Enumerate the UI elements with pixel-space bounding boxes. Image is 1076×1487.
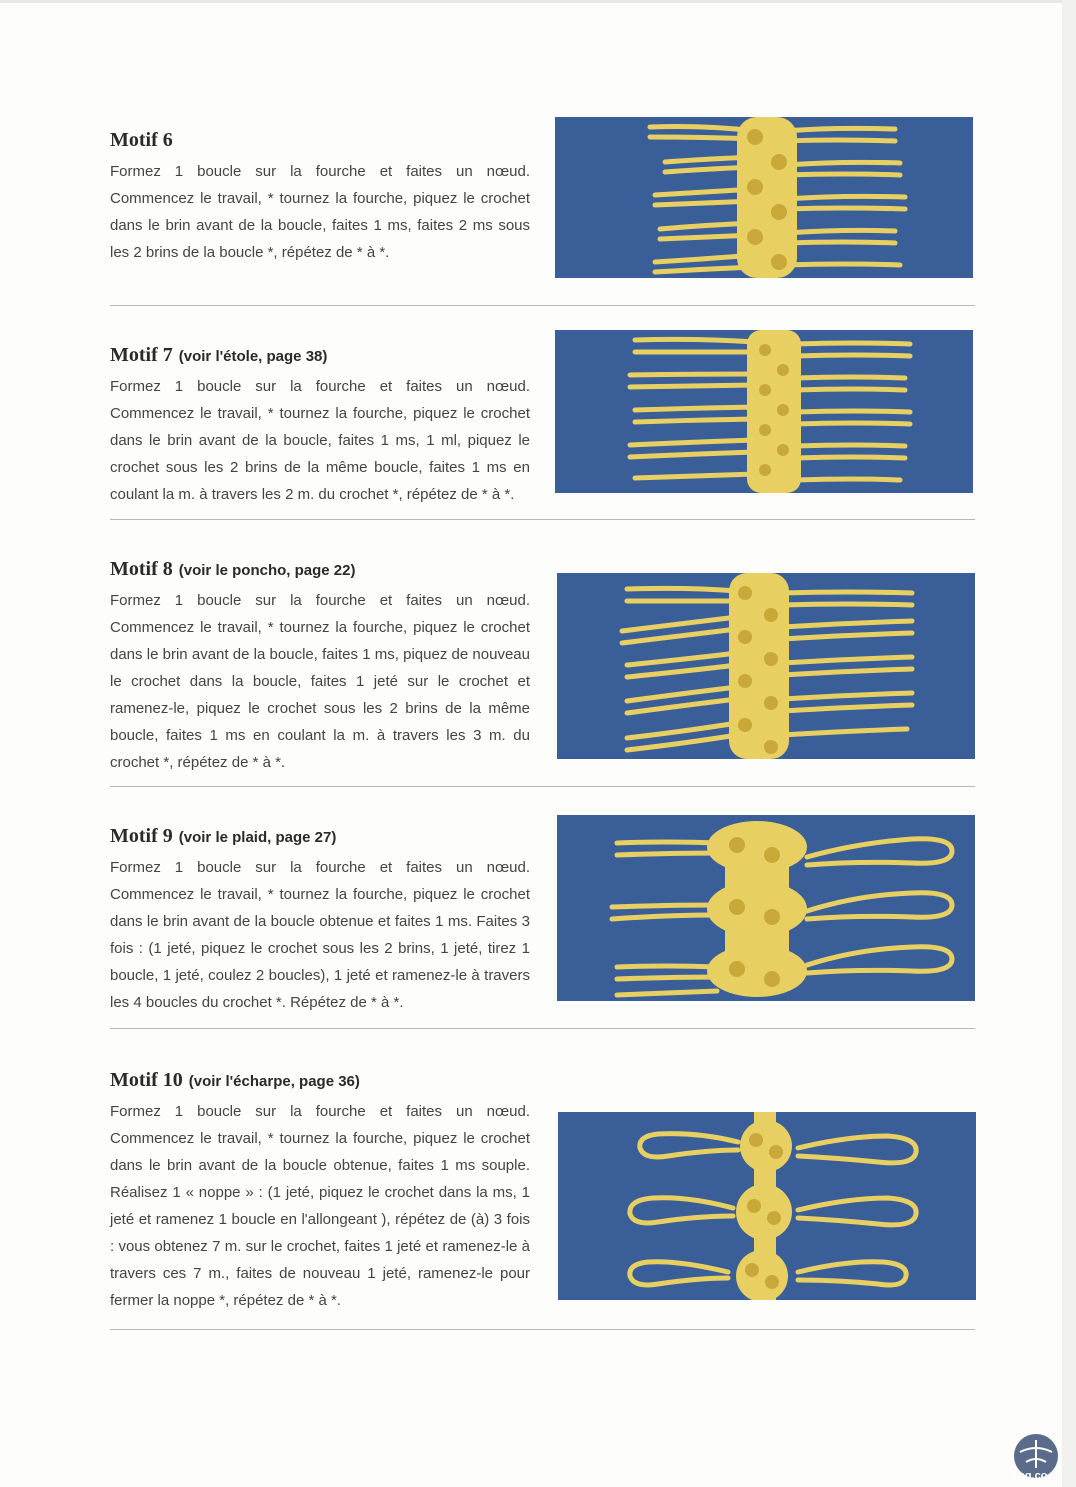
motif-6-instructions: Formez 1 boucle sur la fourche et faites un nœud. Commencez le travail, * tournez la fourche, piquez le crochet dans le brin avant de la boucle, faites 1 ms, faites 2 ms sous les 2 brins de la boucle *, répétez de * à *. xyxy=(110,163,530,261)
section-divider xyxy=(110,1028,975,1029)
motif-10-title: Motif 10 (voir l'écharpe, page 36) xyxy=(110,1069,360,1091)
motif-6-title: Motif 6 xyxy=(110,129,173,151)
motif-9-yarn-sample xyxy=(557,815,975,1001)
motif-8-title: Motif 8 (voir le poncho, page 22) xyxy=(110,558,356,580)
section-divider xyxy=(110,1329,975,1330)
motif-7-yarn-sample xyxy=(555,330,973,493)
motif-7-title: Motif 7 (voir l'étole, page 38) xyxy=(110,344,328,366)
section-divider xyxy=(110,519,975,520)
motif-10-text-block xyxy=(110,1068,530,1314)
motif-8-instructions: Formez 1 boucle sur la fourche et faites un nœud. Commencez le travail, * tournez la fourche, piquez le crochet dans le brin avant de la boucle, faites 1 ms, piquez de nouveau le crochet dans la boucle, faites 1 jeté sur le crochet et ramenez-le, piquez le crochet sous les 2 brins de la même boucle, faites 1 ms en coulant la m. à travers les 3 m. du crochet *, répétez de * à *. xyxy=(110,592,530,771)
motif-10-yarn-sample xyxy=(558,1112,976,1300)
motif-7-instructions: Formez 1 boucle sur la fourche et faites un nœud. Commencez le travail, * tournez la fourche, piquez le crochet dans le brin avant de la boucle, faites 1 ms, 1 ml, piquez le crochet sous les 2 brins de la même boucle, faites 1 ms en coulant la m. à travers les 2 m. du crochet *, répétez de * à *. xyxy=(110,378,530,503)
motif-6-yarn-sample xyxy=(555,117,973,278)
motif-9-text-block xyxy=(110,824,530,1016)
motif-8-photo xyxy=(557,573,975,759)
section-divider xyxy=(110,786,975,787)
page-edge xyxy=(1062,0,1076,1487)
top-edge xyxy=(0,0,1076,3)
motif-9-instructions: Formez 1 boucle sur la fourche et faites un nœud. Commencez le travail, * tournez la fourche, piquez le crochet dans le brin avant de la boucle obtenue et faites 1 ms. Faites 3 fois : (1 jeté, piquez le crochet sous les 2 brins, 1 jeté, tirez 1 boucle, 1 jeté, coulez 2 boucles), 1 jeté et ramenez-le à travers les 4 boucles du crochet *. Répétez de * à *. xyxy=(110,859,530,1011)
motif-9-title: Motif 9 (voir le plaid, page 27) xyxy=(110,825,337,847)
motif-7-text-block xyxy=(110,343,530,508)
motif-8-text-block xyxy=(110,557,530,776)
motif-9-photo xyxy=(557,815,975,1001)
motif-6-photo xyxy=(555,117,973,278)
motif-6-text-block xyxy=(110,128,530,266)
motif-10-instructions: Formez 1 boucle sur la fourche et faites un nœud. Commencez le travail, * tournez la fourche, piquez le crochet dans le brin avant de la boucle obtenue, faites 1 ms souple. Réalisez 1 « noppe » : (1 jeté, piquez le crochet dans la ms, 1 jeté et ramenez 1 boucle en l'allongeant ), répétez de (à) 3 fois : vous obtenez 7 m. sur le crochet, faites 1 jeté et ramenez-le à travers ces 7 m., faites de nouveau 1 jeté, ramenez-le pour fermer la noppe *, répétez de * à *. xyxy=(110,1103,530,1309)
motif-8-yarn-sample xyxy=(557,573,975,759)
watermark-text: eng.co xyxy=(1012,1470,1048,1482)
motif-10-photo xyxy=(558,1112,976,1300)
section-divider xyxy=(110,305,975,306)
motif-7-photo xyxy=(555,330,973,493)
